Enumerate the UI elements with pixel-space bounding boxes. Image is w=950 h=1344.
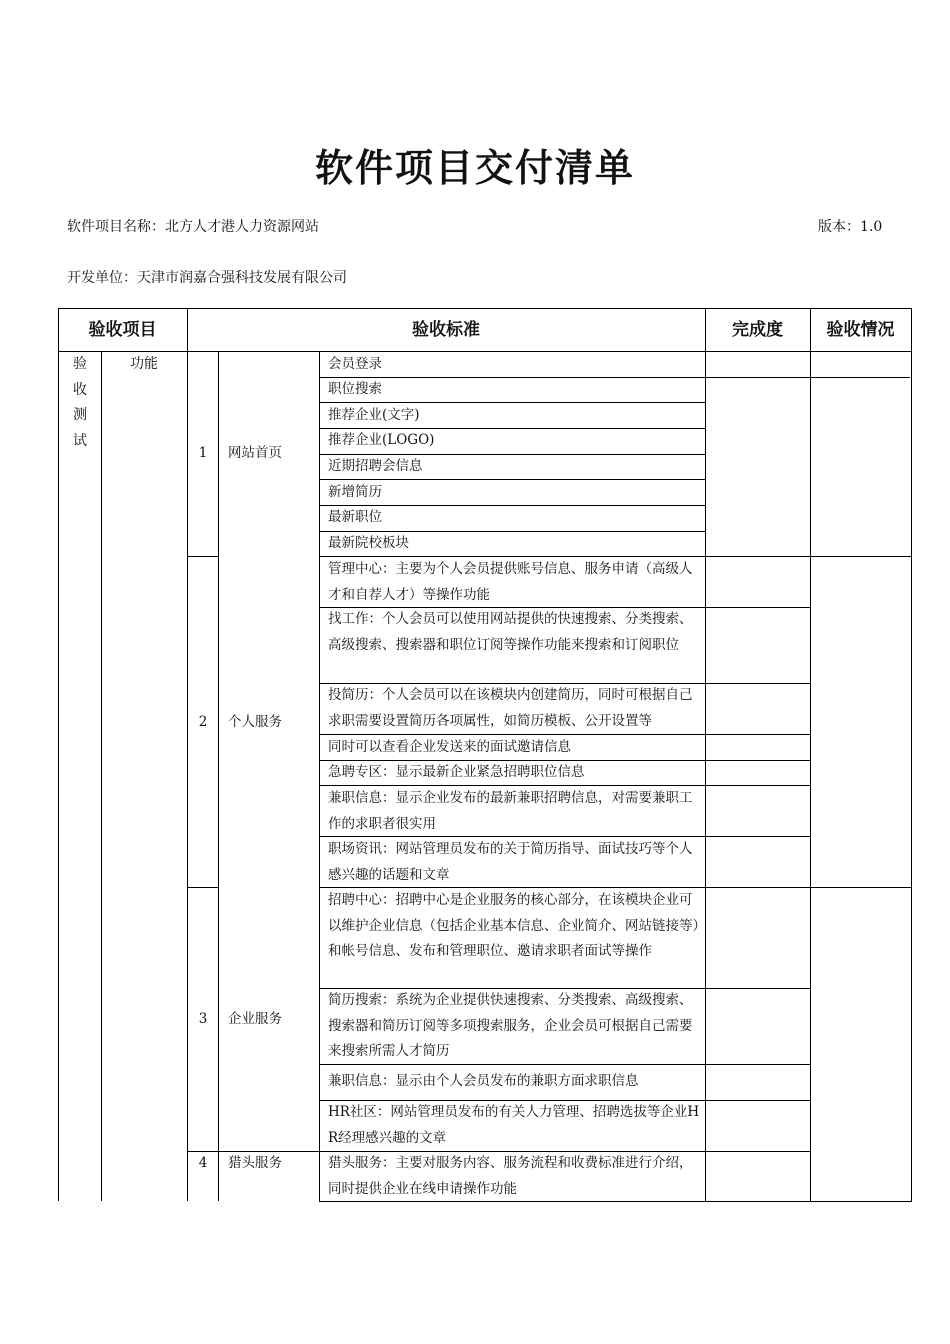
- standard-item: 职场资讯：网站管理员发布的关于简历指导、面试技巧等个人感兴趣的话题和文章: [328, 841, 693, 883]
- column-rule: [187, 351, 188, 1201]
- row-rule: [810, 1201, 912, 1202]
- standard-item: HR社区：网站管理员发布的有关人力管理、招聘选拔等企业HR经理感兴趣的文章: [328, 1104, 700, 1146]
- standard-item: 兼职信息：显示由个人会员发布的兼职方面求职信息: [328, 1073, 639, 1089]
- column-rule: [810, 351, 811, 1201]
- column-rule: [101, 351, 102, 1201]
- standard-item: 最新职位: [328, 509, 382, 525]
- standard-item: 猎头服务：主要对服务内容、服务流程和收费标准进行介绍，同时提供企业在线申请操作功能: [328, 1155, 693, 1197]
- subcategory-label: 功能: [130, 356, 158, 372]
- category-label: 验 收 测 试: [73, 356, 87, 449]
- standard-item: 会员登录: [328, 356, 382, 372]
- column-rule: [705, 351, 706, 1201]
- standard-item: 管理中心：主要为个人会员提供账号信息、服务申请（高级人才和自荐人才）等操作功能: [328, 561, 693, 603]
- standard-item: 职位搜索: [328, 381, 382, 397]
- standard-item: 最新院校板块: [328, 535, 409, 551]
- module-number: 2: [198, 714, 208, 730]
- table-right-rule: [911, 308, 912, 1201]
- version-label: 版本：1.0: [818, 219, 883, 235]
- module-number: 1: [198, 445, 208, 461]
- developer-label: 开发单位：天津市润嘉合强科技发展有限公司: [67, 270, 347, 286]
- standard-item: 找工作：个人会员可以使用网站提供的快速搜索、分类搜索、高级搜索、搜索器和职位订阅等操作功能来搜索和订阅职位: [328, 611, 693, 653]
- standard-item: 新增简历: [328, 484, 382, 500]
- standard-item: 招聘中心：招聘中心是企业服务的核心部分，在该模块企业可以维护企业信息（包括企业基本信息、企业简介、网站链接等）和帐号信息、发布和管理职位、邀请求职者面试等操作: [328, 892, 700, 959]
- header-item: 验收项目: [88, 320, 157, 340]
- standard-item: 同时可以查看企业发送来的面试邀请信息: [328, 739, 571, 755]
- standard-item: 兼职信息：显示企业发布的最新兼职招聘信息，对需要兼职工作的求职者很实用: [328, 790, 693, 832]
- document-title: 软件项目交付清单: [314, 146, 635, 190]
- standard-item: 推荐企业(文字): [328, 407, 420, 423]
- module-name: 企业服务: [228, 1011, 282, 1027]
- standard-item: 简历搜索：系统为企业提供快速搜索、分类搜索、高级搜索、搜索器和简历订阅等多项搜索服务，企业会员可根据自己需要来搜索所需人才简历: [328, 992, 693, 1059]
- column-rule: [218, 351, 219, 1201]
- module-number: 4: [198, 1155, 208, 1171]
- header-acceptance: 验收情况: [826, 320, 895, 340]
- standard-item: 推荐企业(LOGO): [328, 432, 435, 448]
- module-rule: [810, 887, 912, 888]
- header-standard: 验收标准: [412, 320, 480, 340]
- module-rule: [187, 887, 219, 888]
- module-name: 网站首页: [228, 445, 282, 461]
- standard-item: 近期招聘会信息: [328, 458, 423, 474]
- module-number: 3: [198, 1011, 208, 1027]
- module-rule: [187, 556, 219, 557]
- standard-item: 急聘专区：显示最新企业紧急招聘职位信息: [328, 764, 585, 780]
- module-name: 个人服务: [228, 714, 282, 730]
- module-rule: [810, 556, 912, 557]
- header-completion: 完成度: [732, 320, 783, 340]
- project-name: 软件项目名称：北方人才港人力资源网站: [67, 219, 319, 235]
- standard-item: 投简历：个人会员可以在该模块内创建简历，同时可根据自己求职需要设置简历各项属性，如简历模板、公开设置等: [328, 687, 693, 729]
- module-name: 猎头服务: [228, 1155, 282, 1171]
